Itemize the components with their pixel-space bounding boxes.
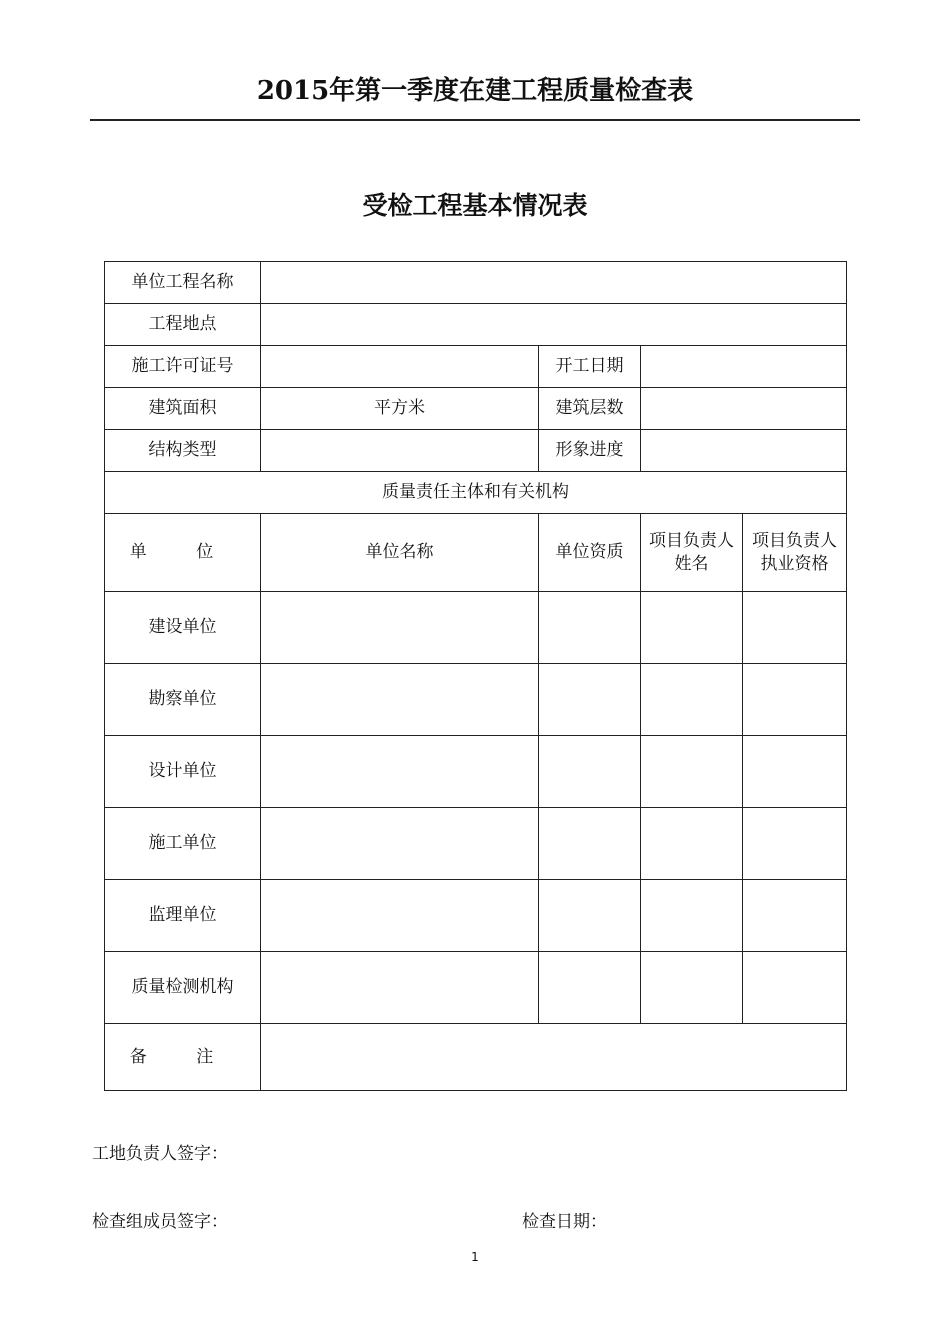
project-info-table: [104, 261, 847, 1091]
location-value[interactable]: [261, 304, 847, 346]
table-row: [105, 664, 847, 736]
start-date-label: 开工日期: [539, 346, 641, 388]
inspector-signature-label: 检查组成员签字：: [92, 1212, 228, 1232]
row-location: [105, 304, 847, 346]
cell-manager-name[interactable]: [641, 664, 743, 736]
page-number: 1: [471, 1250, 479, 1264]
row-project-name: [105, 262, 847, 304]
remarks-value[interactable]: [261, 1024, 847, 1091]
cell-unit-name[interactable]: [261, 664, 539, 736]
cell-qualification[interactable]: [539, 736, 641, 808]
col-header-unit: 单 位: [105, 514, 261, 592]
row-area: [105, 388, 847, 430]
col-header-qualification: 单位资质: [539, 514, 641, 592]
cell-qualification[interactable]: [539, 952, 641, 1024]
project-name-label: 单位工程名称: [105, 262, 261, 304]
area-label: 建筑面积: [105, 388, 261, 430]
cell-unit-name[interactable]: [261, 736, 539, 808]
row-label-testing-agency: 质量检测机构: [105, 952, 261, 1024]
cell-unit-name[interactable]: [261, 808, 539, 880]
row-label-builder-unit: 施工单位: [105, 808, 261, 880]
cell-qualification[interactable]: [539, 808, 641, 880]
cell-manager-cert[interactable]: [743, 808, 847, 880]
cell-manager-cert[interactable]: [743, 880, 847, 952]
section-title: 质量责任主体和有关机构: [105, 472, 847, 514]
row-permit: [105, 346, 847, 388]
project-name-value[interactable]: [261, 262, 847, 304]
row-column-headers: [105, 514, 847, 592]
structure-label: 结构类型: [105, 430, 261, 472]
area-unit: 平方米: [374, 398, 425, 419]
start-date-value[interactable]: [641, 346, 847, 388]
table-row: [105, 736, 847, 808]
table-row: [105, 952, 847, 1024]
cell-manager-name[interactable]: [641, 808, 743, 880]
structure-value[interactable]: [261, 430, 539, 472]
cell-qualification[interactable]: [539, 592, 641, 664]
row-remarks: [105, 1024, 847, 1091]
header-divider: [90, 119, 860, 121]
site-manager-signature-label: 工地负责人签字：: [92, 1144, 228, 1164]
cell-manager-cert[interactable]: [743, 664, 847, 736]
cell-manager-name[interactable]: [641, 880, 743, 952]
cell-unit-name[interactable]: [261, 952, 539, 1024]
floors-value[interactable]: [641, 388, 847, 430]
cell-qualification[interactable]: [539, 664, 641, 736]
document-header-title: 2015年第一季度在建工程质量检查表: [256, 76, 694, 106]
table-row: [105, 880, 847, 952]
row-section-title: [105, 472, 847, 514]
table-row: [105, 592, 847, 664]
row-label-supervision-unit: 监理单位: [105, 880, 261, 952]
permit-value[interactable]: [261, 346, 539, 388]
permit-label: 施工许可证号: [105, 346, 261, 388]
cell-unit-name[interactable]: [261, 592, 539, 664]
col-header-manager-cert: 项目负责人执业资格: [743, 514, 847, 592]
cell-manager-name[interactable]: [641, 592, 743, 664]
cell-manager-name[interactable]: [641, 736, 743, 808]
remarks-label: 备 注: [105, 1024, 261, 1091]
row-label-design-unit: 设计单位: [105, 736, 261, 808]
cell-unit-name[interactable]: [261, 880, 539, 952]
cell-manager-name[interactable]: [641, 952, 743, 1024]
cell-manager-cert[interactable]: [743, 736, 847, 808]
progress-label: 形象进度: [539, 430, 641, 472]
inspection-date-label: 检查日期：: [522, 1212, 607, 1232]
col-header-manager-name: 项目负责人姓名: [641, 514, 743, 592]
row-label-construction-unit: 建设单位: [105, 592, 261, 664]
col-header-unit-name: 单位名称: [261, 514, 539, 592]
area-value[interactable]: [261, 388, 539, 430]
row-structure: [105, 430, 847, 472]
cell-manager-cert[interactable]: [743, 592, 847, 664]
floors-label: 建筑层数: [539, 388, 641, 430]
table-row: [105, 808, 847, 880]
progress-value[interactable]: [641, 430, 847, 472]
cell-manager-cert[interactable]: [743, 952, 847, 1024]
cell-qualification[interactable]: [539, 880, 641, 952]
form-title: 受检工程基本情况表: [362, 191, 588, 220]
location-label: 工程地点: [105, 304, 261, 346]
row-label-survey-unit: 勘察单位: [105, 664, 261, 736]
